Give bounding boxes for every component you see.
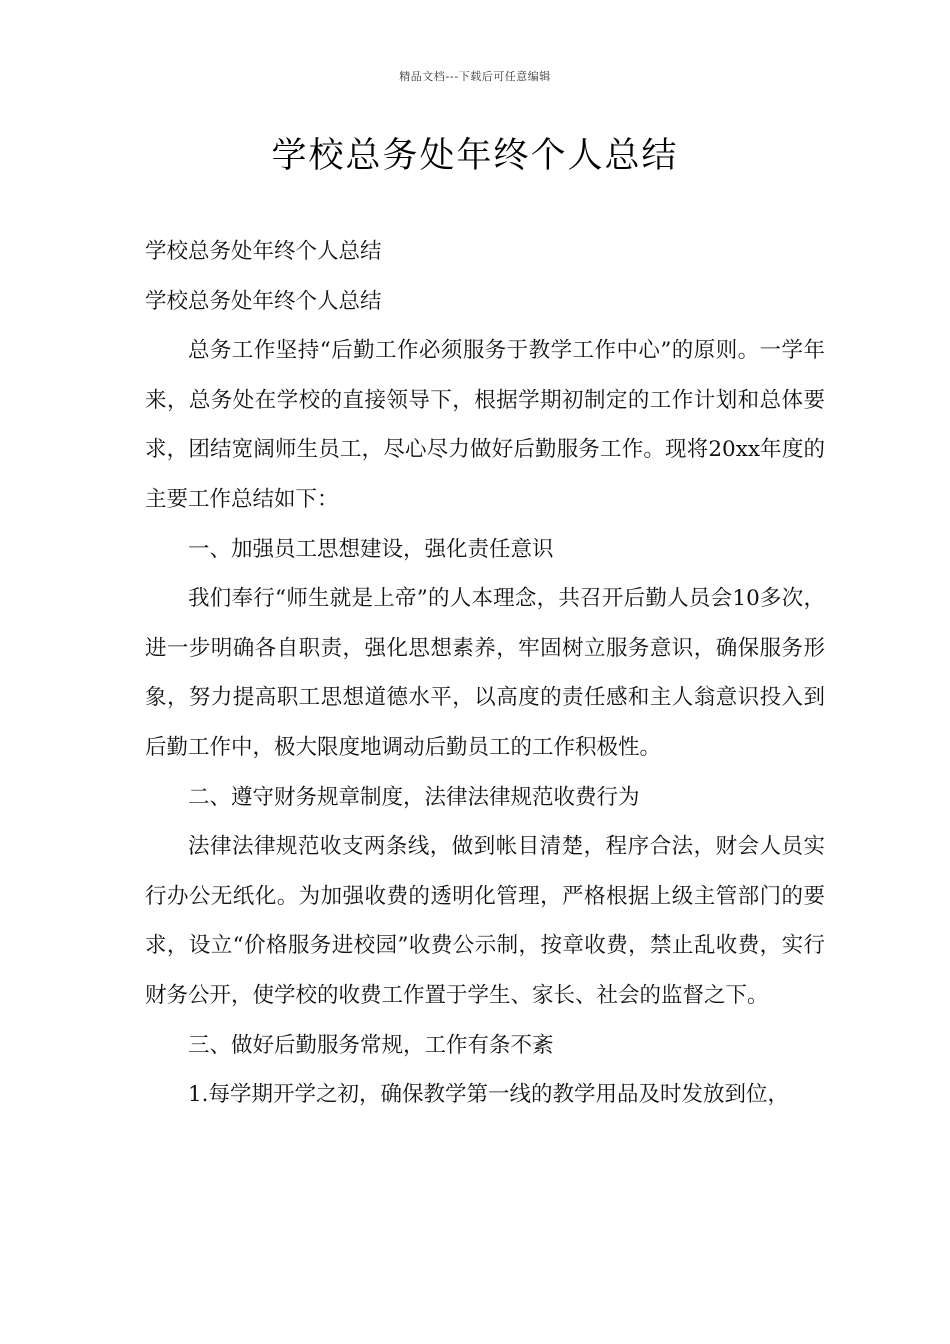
document-title: 学校总务处年终个人总结 bbox=[271, 136, 679, 176]
body-paragraph: 学校总务处年终个人总结 bbox=[145, 288, 382, 314]
section-heading: 一、加强员工思想建设，强化责任意识 bbox=[188, 536, 554, 562]
body-paragraph: 我们奉行“师生就是上帝”的人本理念，共召开后勤人员会10多次，进一步明确各自职责，强化思想素养，牢固树立服务意识，确保服务形象，努力提高职工思想道德水平，以高度的责任感和主人翁意识投入到后勤工作中，极大限度地调动后勤员工的工作积极性。 bbox=[145, 586, 825, 760]
body-paragraph: 学校总务处年终个人总结 bbox=[145, 239, 382, 264]
body-paragraph: 法律法律规范收支两条线，做到帐目清楚，程序合法，财会人员实行办公无纸化。为加强收费的透明化管理，严格根据上级主管部门的要求，设立“价格服务进校园”收费公示制，按章收费，禁止乱收费，实行财务公开，使学校的收费工作置于学生、家长、社会的监督之下。 bbox=[145, 834, 825, 1008]
body-paragraph: 总务工作坚持“后勤工作必须服务于教学工作中心”的原则。一学年来，总务处在学校的直接领导下，根据学期初制定的工作计划和总体要求，团结宽阔师生员工，尽心尽力做好后勤服务工作。现将20xx年度的主要工作总结如下： bbox=[145, 338, 825, 512]
section-heading: 三、做好后勤服务常规，工作有条不紊 bbox=[188, 1032, 554, 1058]
document-body bbox=[145, 227, 825, 1120]
header-note: 精品文档---下载后可任意编辑 bbox=[399, 70, 551, 83]
section-heading: 二、遵守财务规章制度，法律法律规范收费行为 bbox=[188, 784, 640, 810]
body-paragraph: 1.每学期开学之初，确保教学第一线的教学用品及时发放到位， bbox=[188, 1082, 790, 1108]
